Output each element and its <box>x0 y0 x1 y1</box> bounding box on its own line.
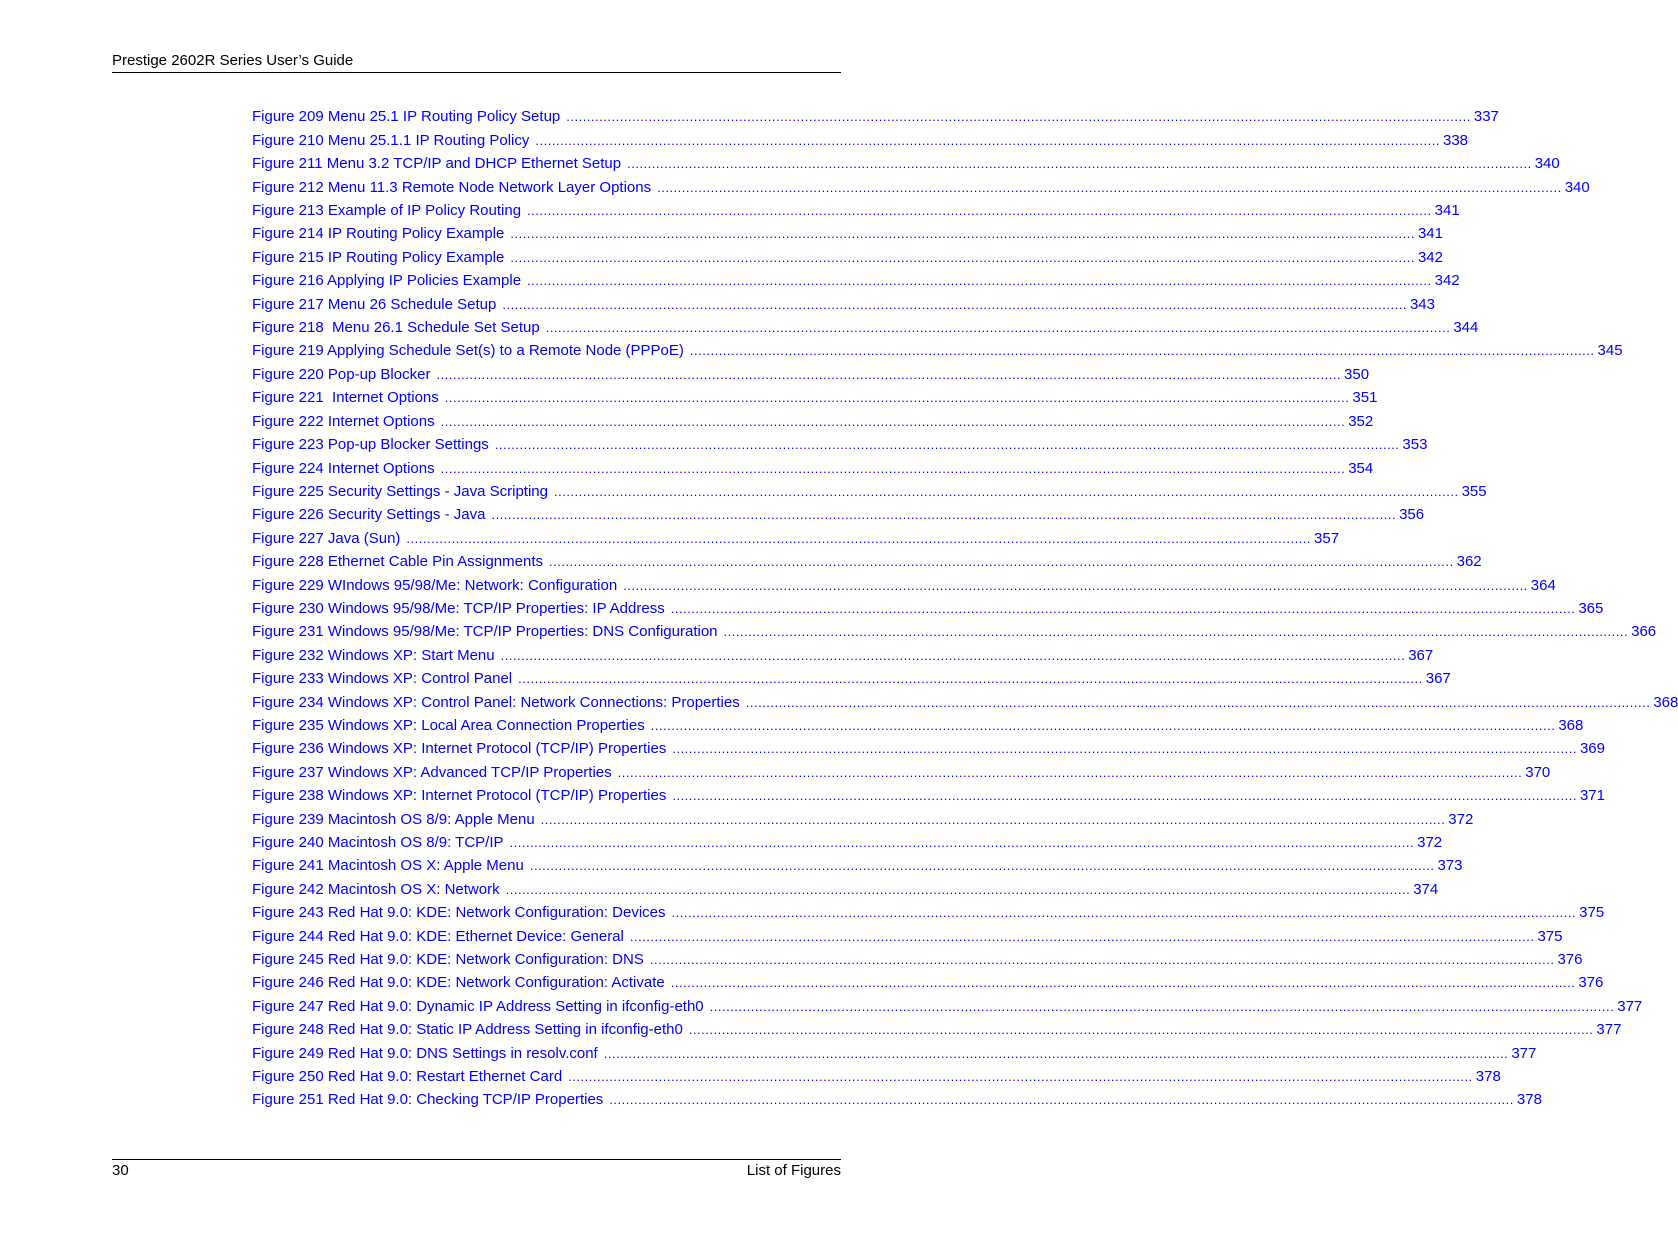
toc-entry-page[interactable]: 372 <box>1448 810 1474 828</box>
toc-entry[interactable] <box>252 573 1556 596</box>
toc-dot-leader: ............................................................................................................................................................................................................................ <box>440 460 1346 476</box>
toc-entry[interactable] <box>252 105 1499 128</box>
toc-entry-page[interactable]: 376 <box>1557 951 1583 969</box>
toc-entry-title[interactable]: Figure 212 Menu 11.3 Remote Node Network Layer Options <box>252 178 652 196</box>
toc-dot-leader: ............................................................................................................................................................................................................................ <box>527 273 1432 289</box>
toc-dot-leader: ............................................................................................................................................................................................................................ <box>623 577 1528 593</box>
toc-entry-page[interactable]: 352 <box>1348 412 1374 430</box>
toc-entry-page[interactable]: 377 <box>1596 1021 1622 1039</box>
toc-entry-page[interactable]: 370 <box>1525 763 1551 781</box>
toc-entry[interactable] <box>252 362 1370 385</box>
toc-entry-title[interactable]: Figure 251 Red Hat 9.0: Checking TCP/IP Properties <box>252 1091 604 1109</box>
toc-dot-leader: ............................................................................................................................................................................................................................ <box>629 928 1535 944</box>
toc-entry[interactable] <box>252 901 1605 924</box>
toc-entry[interactable] <box>252 597 1604 620</box>
toc-entry-page[interactable]: 342 <box>1434 272 1460 290</box>
toc-dot-leader: ............................................................................................................................................................................................................................ <box>502 296 1407 312</box>
toc-dot-leader: ............................................................................................................................................................................................................................ <box>535 132 1440 148</box>
toc-entry-page[interactable]: 372 <box>1417 834 1443 851</box>
toc-entry[interactable] <box>252 152 1560 175</box>
toc-entry[interactable] <box>252 292 1435 315</box>
toc-entry-title[interactable]: Figure 242 Macintosh OS X: Network <box>252 880 500 898</box>
toc-entry-page[interactable]: 355 <box>1461 482 1487 500</box>
toc-entry-title[interactable]: Figure 228 Ethernet Cable Pin Assignments <box>252 553 543 571</box>
toc-dot-leader: ............................................................................................................................................................................................................................ <box>609 1092 1514 1108</box>
page-header <box>112 51 841 73</box>
toc-entry-title[interactable]: Figure 226 Security Settings - Java <box>252 506 486 524</box>
toc-entry[interactable] <box>252 269 1460 292</box>
footer-section-title: List of Figures <box>746 1162 841 1179</box>
toc-dot-leader: ............................................................................................................................................................................................................................ <box>505 881 1411 897</box>
toc-entry[interactable] <box>252 1018 1622 1041</box>
toc-entry-page[interactable]: 378 <box>1516 1091 1542 1109</box>
toc-entry-title[interactable]: Figure 224 Internet Options <box>252 459 435 477</box>
toc-entry[interactable] <box>252 971 1604 994</box>
toc-entry-page[interactable]: 364 <box>1530 576 1556 594</box>
toc-dot-leader: ............................................................................................................................................................................................................................ <box>549 554 1454 570</box>
toc-dot-leader: ............................................................................................................................................................................................................................ <box>444 390 1350 406</box>
toc-entry[interactable] <box>252 339 1623 362</box>
toc-entry[interactable] <box>252 760 1551 783</box>
toc-dot-leader: ............................................................................................................................................................................................................................ <box>745 694 1651 710</box>
toc-entry-title[interactable]: Figure 238 Windows XP: Internet Protocol (TCP/IP) Properties <box>252 787 667 805</box>
toc-entry-page[interactable]: 341 <box>1417 225 1443 243</box>
toc-entry-page[interactable]: 376 <box>1578 974 1604 992</box>
toc-entry[interactable] <box>252 1065 1501 1088</box>
toc-entry[interactable] <box>252 409 1374 432</box>
toc-entry-title[interactable]: Figure 239 Macintosh OS 8/9: Apple Menu <box>252 810 535 828</box>
toc-dot-leader: ............................................................................................................................................................................................................................ <box>500 647 1406 663</box>
toc-entry[interactable] <box>252 480 1487 503</box>
toc-dot-leader: ............................................................................................................................................................................................................................ <box>566 109 1471 125</box>
toc-entry-page[interactable]: 373 <box>1437 857 1463 875</box>
toc-entry-page[interactable]: 371 <box>1579 787 1605 805</box>
toc-dot-leader: ............................................................................................................................................................................................................................ <box>688 1022 1594 1038</box>
toc-entry-title[interactable]: Figure 219 Applying Schedule Set(s) to a Remote Node (PPPoE) <box>252 342 684 360</box>
toc-dot-leader: ............................................................................................................................................................................................................................ <box>649 952 1555 968</box>
toc-entry-title[interactable]: Figure 220 Pop-up Blocker <box>252 365 431 383</box>
toc-entry[interactable] <box>252 1088 1542 1111</box>
toc-dot-leader: ............................................................................................................................................................................................................................ <box>627 156 1532 172</box>
toc-entry-title[interactable]: Figure 248 Red Hat 9.0: Static IP Address Setting in ifconfig-eth0 <box>252 1021 683 1039</box>
toc-entry-title[interactable]: Figure 250 Red Hat 9.0: Restart Ethernet Card <box>252 1068 563 1086</box>
toc-entry[interactable] <box>252 456 1374 479</box>
toc-entry[interactable] <box>252 550 1482 573</box>
toc-entry-title[interactable]: Figure 243 Red Hat 9.0: KDE: Network Configuration: Devices <box>252 904 666 922</box>
toc-entry-title[interactable]: Figure 247 Red Hat 9.0: Dynamic IP Address Setting in ifconfig-eth0 <box>252 997 704 1015</box>
toc-entry-page[interactable]: 340 <box>1564 178 1590 196</box>
toc-entry-title[interactable]: Figure 217 Menu 26 Schedule Setup <box>252 295 497 313</box>
toc-entry-page[interactable]: 350 <box>1344 365 1370 383</box>
toc-entry[interactable] <box>252 643 1434 666</box>
toc-entry-title[interactable]: Figure 227 Java (Sun) <box>252 529 401 547</box>
toc-dot-leader: ............................................................................................................................................................................................................................ <box>671 905 1577 921</box>
toc-entry[interactable] <box>252 175 1590 198</box>
toc-entry-page[interactable]: 375 <box>1537 927 1563 945</box>
toc-entry[interactable] <box>252 128 1469 151</box>
toc-entry-title[interactable]: Figure 241 Macintosh OS X: Apple Menu <box>252 857 524 875</box>
toc-dot-leader: ............................................................................................................................................................................................................................ <box>527 203 1432 219</box>
toc-dot-leader: ............................................................................................................................................................................................................................ <box>723 624 1629 640</box>
toc-entry[interactable] <box>252 784 1605 807</box>
toc-dot-leader: ............................................................................................................................................................................................................................ <box>672 788 1577 804</box>
toc-entry-page[interactable]: 338 <box>1443 131 1469 149</box>
toc-entry[interactable] <box>252 948 1583 971</box>
toc-entry-page[interactable]: 341 <box>1434 202 1460 220</box>
toc-entry-title[interactable]: Figure 230 Windows 95/98/Me: TCP/IP Properties: IP Address <box>252 599 665 617</box>
toc-entry-page[interactable]: 337 <box>1473 108 1499 126</box>
toc-entry-title[interactable]: Figure 225 Security Settings - Java Scripting <box>252 482 548 500</box>
footer-page-number: 30 <box>112 1162 129 1179</box>
toc-entry-title[interactable]: Figure 215 IP Routing Policy Example <box>252 248 505 266</box>
toc-entry[interactable] <box>252 245 1443 268</box>
toc-entry-page[interactable]: 343 <box>1409 295 1435 313</box>
header-title: Prestige 2602R Series User’s Guide <box>112 52 354 69</box>
toc-entry-title[interactable]: Figure 209 Menu 25.1 IP Routing Policy Setup <box>252 108 561 126</box>
toc-entry-page[interactable]: 351 <box>1352 389 1378 407</box>
toc-entry[interactable] <box>252 877 1439 900</box>
toc-entry[interactable] <box>252 526 1340 549</box>
list-of-figures <box>252 105 1678 1111</box>
toc-dot-leader: ............................................................................................................................................................................................................................ <box>670 600 1576 616</box>
toc-entry-page[interactable]: 367 <box>1408 646 1434 664</box>
toc-dot-leader: ............................................................................................................................................................................................................................ <box>436 366 1342 382</box>
toc-entry-page[interactable]: 378 <box>1475 1068 1501 1086</box>
toc-entry[interactable] <box>252 924 1563 947</box>
toc-entry-title[interactable]: Figure 211 Menu 3.2 TCP/IP and DHCP Ethernet Setup <box>252 155 622 173</box>
toc-dot-leader: ............................................................................................................................................................................................................................ <box>518 671 1423 687</box>
toc-entry-page[interactable]: 344 <box>1453 319 1479 337</box>
toc-entry-title[interactable]: Figure 216 Applying IP Policies Example <box>252 272 522 290</box>
toc-entry-title[interactable]: Figure 246 Red Hat 9.0: KDE: Network Configuration: Activate <box>252 974 665 992</box>
toc-entry[interactable] <box>252 222 1443 245</box>
toc-entry-page[interactable]: 368 <box>1653 693 1678 711</box>
toc-entry-page[interactable]: 366 <box>1631 623 1657 641</box>
toc-entry-title[interactable]: Figure 234 Windows XP: Control Panel: Network Connections: Properties <box>252 693 740 711</box>
toc-entry[interactable] <box>252 199 1460 222</box>
toc-dot-leader: ............................................................................................................................................................................................................................ <box>406 530 1312 546</box>
toc-entry-title[interactable]: Figure 235 Windows XP: Local Area Connection Properties <box>252 716 645 734</box>
toc-entry[interactable] <box>252 433 1428 456</box>
toc-entry-page[interactable]: 367 <box>1425 670 1451 688</box>
toc-dot-leader: ............................................................................................................................................................................................................................ <box>553 483 1459 499</box>
toc-dot-leader: ............................................................................................................................................................................................................................ <box>709 998 1615 1014</box>
toc-entry-page[interactable]: 362 <box>1456 553 1482 571</box>
toc-entry[interactable] <box>252 854 1463 877</box>
toc-entry-page[interactable]: 375 <box>1579 904 1605 922</box>
toc-entry[interactable] <box>252 316 1479 339</box>
toc-entry-page[interactable]: 377 <box>1511 1044 1537 1062</box>
toc-dot-leader: ............................................................................................................................................................................................................................ <box>545 320 1451 336</box>
toc-entry-page[interactable]: 356 <box>1399 506 1425 524</box>
toc-entry-title[interactable]: Figure 213 Example of IP Policy Routing <box>252 202 522 220</box>
toc-dot-leader: ............................................................................................................................................................................................................................ <box>650 717 1556 733</box>
toc-entry-page[interactable]: 340 <box>1534 155 1560 173</box>
toc-entry-page[interactable]: 374 <box>1413 880 1439 898</box>
toc-dot-leader: ............................................................................................................................................................................................................................ <box>540 811 1446 827</box>
toc-entry[interactable] <box>252 994 1643 1017</box>
toc-dot-leader: ............................................................................................................................................................................................................................ <box>670 975 1576 991</box>
toc-entry-page[interactable]: 353 <box>1402 436 1428 454</box>
toc-entry-title[interactable]: Figure 237 Windows XP: Advanced TCP/IP Properties <box>252 763 612 781</box>
toc-entry-title[interactable]: Figure 245 Red Hat 9.0: KDE: Network Configuration: DNS <box>252 951 644 969</box>
toc-dot-leader: ............................................................................................................................................................................................................................ <box>494 437 1400 453</box>
toc-entry-title[interactable]: Figure 210 Menu 25.1.1 IP Routing Policy <box>252 131 530 149</box>
toc-dot-leader: ............................................................................................................................................................................................................................ <box>510 249 1415 265</box>
toc-entry[interactable] <box>252 807 1474 830</box>
toc-dot-leader: ............................................................................................................................................................................................................................ <box>491 507 1397 523</box>
toc-entry-title[interactable]: Figure 233 Windows XP: Control Panel <box>252 670 513 688</box>
toc-dot-leader: ............................................................................................................................................................................................................................ <box>689 343 1595 359</box>
page-footer <box>112 1159 841 1181</box>
toc-entry[interactable] <box>252 386 1378 409</box>
toc-entry-page[interactable]: 342 <box>1417 248 1443 266</box>
toc-entry[interactable] <box>252 690 1678 713</box>
toc-entry-title[interactable]: Figure 231 Windows 95/98/Me: TCP/IP Properties: DNS Configuration <box>252 623 718 641</box>
toc-entry-title[interactable]: Figure 229 WIndows 95/98/Me: Network: Configuration <box>252 576 618 594</box>
toc-dot-leader: ............................................................................................................................................................................................................................ <box>529 858 1435 874</box>
toc-entry-title[interactable]: Figure 232 Windows XP: Start Menu <box>252 646 495 664</box>
toc-entry[interactable] <box>252 503 1425 526</box>
toc-dot-leader: ............................................................................................................................................................................................................................ <box>657 179 1562 195</box>
toc-dot-leader: ............................................................................................................................................................................................................................ <box>440 413 1346 429</box>
toc-entry-title[interactable]: Figure 222 Internet Options <box>252 412 435 430</box>
toc-entry-title[interactable]: Figure 214 IP Routing Policy Example <box>252 225 505 243</box>
toc-entry-title[interactable]: Figure 218 Menu 26.1 Schedule Set Setup <box>252 319 540 337</box>
toc-entry-page[interactable]: 354 <box>1348 459 1374 477</box>
toc-entry-page[interactable]: 365 <box>1578 599 1604 617</box>
toc-entry[interactable] <box>252 1041 1537 1064</box>
toc-entry-page[interactable]: 357 <box>1314 529 1340 547</box>
toc-entry[interactable] <box>252 667 1451 690</box>
toc-dot-leader: ............................................................................................................................................................................................................................ <box>617 764 1523 780</box>
toc-entry-page[interactable]: 368 <box>1558 716 1584 734</box>
toc-dot-leader: ............................................................................................................................................................................................................................ <box>568 1069 1473 1085</box>
toc-dot-leader: ............................................................................................................................................................................................................................ <box>672 741 1577 757</box>
toc-entry-title[interactable]: Figure 240 Macintosh OS 8/9: TCP/IP <box>252 834 504 851</box>
toc-entry-page[interactable]: 345 <box>1597 342 1623 360</box>
toc-dot-leader: ............................................................................................................................................................................................................................ <box>509 835 1415 850</box>
toc-entry-title[interactable]: Figure 223 Pop-up Blocker Settings <box>252 436 489 454</box>
toc-entry-title[interactable]: Figure 221 Internet Options <box>252 389 439 407</box>
toc-entry[interactable] <box>252 737 1605 760</box>
toc-entry[interactable] <box>252 714 1584 737</box>
toc-entry[interactable] <box>252 831 1443 854</box>
toc-entry[interactable] <box>252 620 1657 643</box>
toc-entry-title[interactable]: Figure 244 Red Hat 9.0: KDE: Ethernet Device: General <box>252 927 624 945</box>
toc-entry-title[interactable]: Figure 236 Windows XP: Internet Protocol (TCP/IP) Properties <box>252 740 667 758</box>
toc-entry-page[interactable]: 377 <box>1617 997 1643 1015</box>
toc-dot-leader: ............................................................................................................................................................................................................................ <box>603 1045 1509 1061</box>
toc-dot-leader: ............................................................................................................................................................................................................................ <box>510 226 1415 242</box>
toc-entry-page[interactable]: 369 <box>1579 740 1605 758</box>
toc-entry-title[interactable]: Figure 249 Red Hat 9.0: DNS Settings in resolv.conf <box>252 1044 598 1062</box>
